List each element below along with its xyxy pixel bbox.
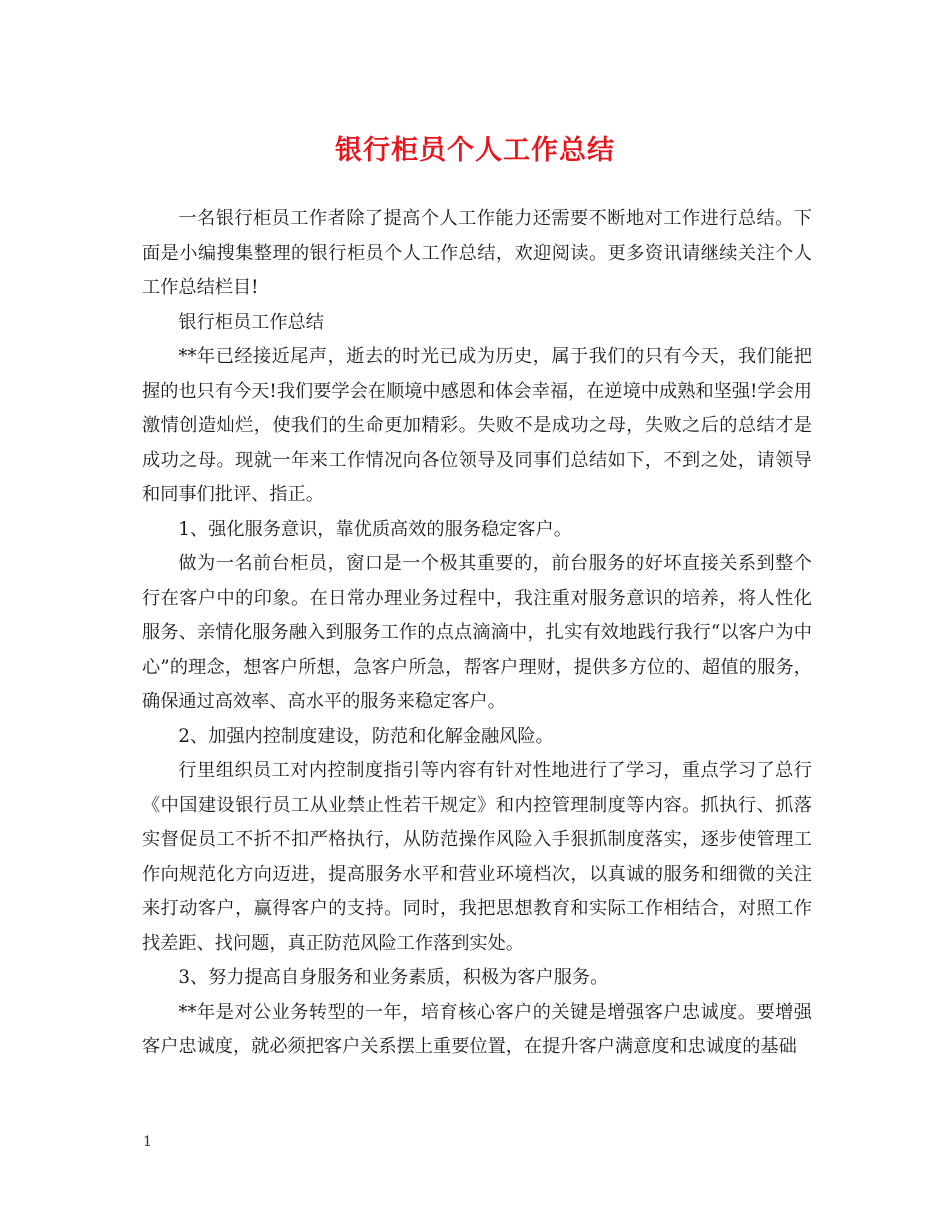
paragraph-section-3: **年是对公业务转型的一年，培育核心客户的关键是增强客户忠诚度。要增强客户忠诚度，就必须把客户关系摆上重要位置，在提升客户满意度和忠诚度的基础: [142, 1001, 812, 1057]
paragraph-subtitle: 银行柜员工作总结: [178, 311, 324, 333]
paragraph-section-1: 做为一名前台柜员，窗口是一个极其重要的，前台服务的好坏直接关系到整个行在客户中的印象。在日常办理业务过程中，我注重对服务意识的培养，将人性化服务、亲情化服务融入到服务工作的点点滴滴中，扎实有效地践行我行“以客户为中心”的理念，想客户所想，急客户所急，帮客户理财，提供多方位的、超值的服务，确保通过高效率、高水平的服务来稳定客户。: [142, 553, 812, 712]
document-title: 银行柜员个人工作总结: [335, 135, 615, 166]
paragraph-opening: **年已经接近尾声，逝去的时光已成为历史，属于我们的只有今天，我们能把握的也只有今天!我们要学会在顺境中感恩和体会幸福，在逆境中成熟和坚强!学会用激情创造灿烂，使我们的生命更加精彩。失败不是成功之母，失败之后的总结才是成功之母。现就一年来工作情况向各位领导及同事们总结如下，不到之处，请领导和同事们批评、指正。: [142, 346, 812, 505]
section-heading-1: 1、强化服务意识，靠优质高效的服务稳定客户。: [178, 518, 572, 540]
paragraph-section-2: 行里组织员工对内控制度指引等内容有针对性地进行了学习，重点学习了总行《中国建设银行员工从业禁止性若干规定》和内控管理制度等内容。抓执行、抓落实督促员工不折不扣严格执行，从防范操作风险入手狠抓制度落实，逐步使管理工作向规范化方向迈进，提高服务水平和营业环境档次，以真诚的服务和细微的关注来打动客户，赢得客户的支持。同时，我把思想教育和实际工作相结合，对照工作找差距、找问题，真正防范风险工作落到实处。: [142, 760, 812, 954]
section-heading-2: 2、加强内控制度建设，防范和化解金融风险。: [178, 725, 554, 747]
paragraph-intro: 一名银行柜员工作者除了提高个人工作能力还需要不断地对工作进行总结。下面是小编搜集整理的银行柜员个人工作总结，欢迎阅读。更多资讯请继续关注个人工作总结栏目!: [142, 208, 812, 298]
page-number: 1: [143, 1134, 152, 1150]
section-heading-3: 3、努力提高自身服务和业务素质，积极为客户服务。: [178, 967, 609, 988]
document-body: [142, 202, 812, 1065]
